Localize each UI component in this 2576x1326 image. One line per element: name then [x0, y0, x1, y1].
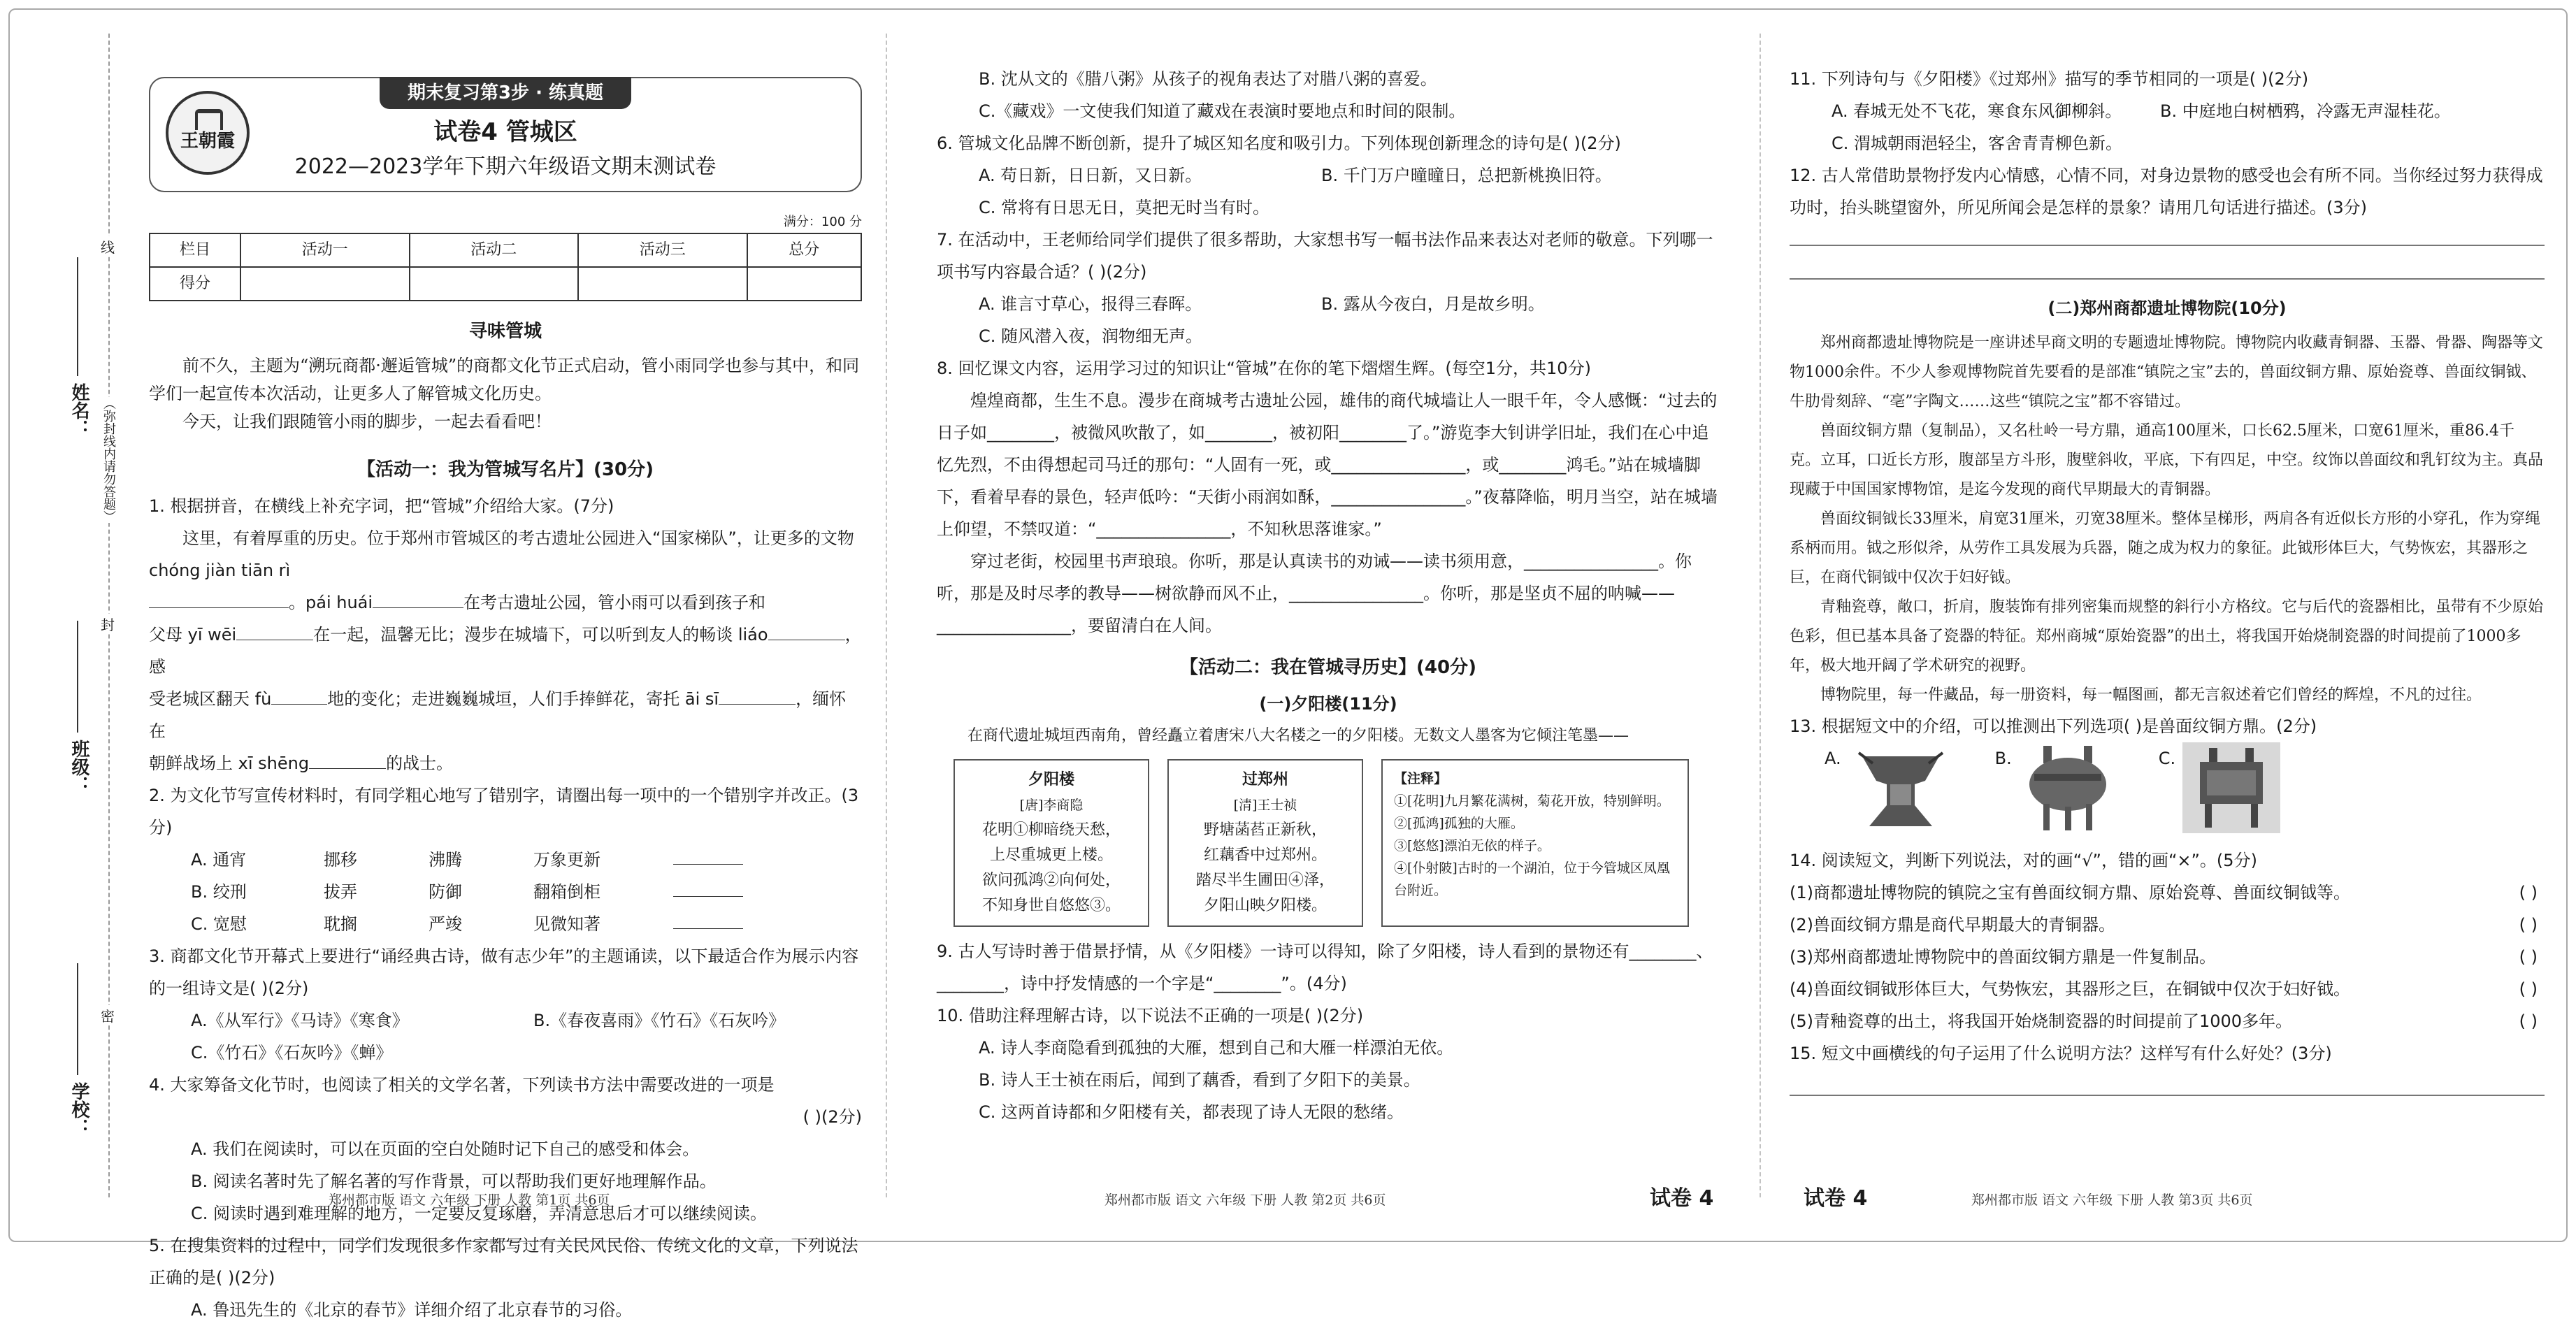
q4-stem: 4. 大家筹备文化节时，也阅读了相关的文学名著，下列读书方法中需要改进的一项是 — [149, 1075, 775, 1095]
q2-word: 沸腾 — [429, 850, 462, 870]
seal-char-feng: 封 — [101, 614, 115, 634]
q14-item-1 — [1790, 877, 2545, 909]
logo-text: 王朝霞 — [180, 131, 235, 152]
q14-statement: (1)商都遗址博物院的镇院之宝有兽面纹铜方鼎、原始瓷尊、兽面纹铜钺等。 — [1790, 883, 2350, 902]
q11-option-b[interactable]: B. 中庭地白树栖鸦，冷露无声湿桂花。 — [2160, 101, 2451, 121]
q14-statement: (3)郑州商都遗址博物院中的兽面纹铜方鼎是一件复制品。 — [1790, 947, 2216, 967]
poem-1-author: [唐]李商隐 — [1019, 798, 1084, 813]
review-banner: 期末复习第3步 · 练真题 — [380, 77, 631, 109]
poem-box-2 — [1167, 759, 1363, 927]
footer-page-3: 郑州都市版 语文 六年级 下册 人教 第3页 共6页 — [1971, 1192, 2253, 1208]
score-row-label: 得分 — [150, 267, 240, 301]
q13-label-b: B. — [1994, 749, 2012, 768]
answer-blank[interactable] — [673, 844, 743, 865]
q10-option-c[interactable]: C. 这两首诗都和夕阳楼有关，都表现了诗人无限的愁绪。 — [979, 1102, 1404, 1122]
answer-blank[interactable] — [673, 908, 743, 929]
bronze-wine-vessel-image — [1848, 742, 1953, 833]
poems-row — [937, 759, 1720, 927]
notes-box — [1381, 759, 1689, 927]
q1-text-3a: 父母 yī wēi — [149, 625, 237, 644]
q1-text-2a: 。pái huái — [289, 593, 373, 612]
score-cell[interactable] — [747, 267, 861, 301]
answer-line[interactable] — [1790, 1095, 2545, 1096]
answer-blank[interactable] — [309, 768, 386, 769]
museum-para-3: 兽面纹铜钺长33厘米，肩宽31厘米，刃宽38厘米。整体呈梯形，两肩各有近似长方形的小穿孔，作为穿绳系柄而用。钺之形似斧，从劳作工具发展为兵器，随之成为权力的象征。此钺形体巨大，气势恢宏，其器形之巨，在商代铜钺中仅次于妇好钺。 — [1790, 510, 2540, 586]
q2-word: 挪移 — [324, 850, 357, 870]
square-cauldron-image — [2182, 742, 2280, 833]
q3-option-a[interactable]: A.《从军行》《马诗》《寒食》 — [191, 1011, 409, 1030]
tf-mark[interactable]: ( ) — [2519, 1011, 2538, 1031]
q8-passage-1[interactable]: 煌煌商都，生生不息。漫步在商城考古遗址公园，雄伟的商代城墙让人一眼千年，令人感慨：“过去的日子如________，被微风吹散了，如________，被初阳________了。”游览李大钊讲学旧址，我们在心中追忆先烈，不由得想起司马迁的那句：“人固有一死，或________________，或________鸿毛。”站在城墙脚下，看着早春的景色，轻声低吟：“天街小雨润如酥，________________。”夜幕降临，明月当空，站在城墙上仰望，不禁叹道：“________________，不知秋思落谁家。” — [937, 391, 1718, 539]
q9-stem[interactable]: 9. 古人写诗时善于借景抒情，从《夕阳楼》一诗可以得知，除了夕阳楼，诗人看到的景物还有________、________，诗中抒发情感的一个字是“________”。(4分) — [937, 942, 1713, 993]
q2-word: 防御 — [429, 882, 462, 902]
q5-option-c[interactable]: C.《藏戏》一文使我们知道了藏戏在表演时要地点和时间的限制。 — [979, 101, 1466, 121]
poem-1-line: 不知身世自悠悠③。 — [981, 897, 1121, 914]
q5-stem: 5. 在搜集资料的过程中，同学们发现很多作家都写过有关民风民俗、传统文化的文章，下列说法正确的是( )(2分) — [149, 1236, 858, 1288]
exam-header — [149, 77, 862, 192]
q8-passage-2[interactable]: 穿过老街，校园里书声琅琅。你听，那是认真读书的劝诫——读书须用意，________________。你听，那是及时尽孝的教导——树欲静而风不止，________________。你听，那是坚贞不屈的呐喊——________________，要留清白在人间。 — [937, 552, 1692, 635]
score-cell[interactable] — [578, 267, 747, 301]
q1-text-3c: ，感 — [149, 625, 862, 677]
score-cell[interactable] — [410, 267, 579, 301]
q8-stem: 8. 回忆课文内容，运用学习过的知识让“管城”在你的笔下熠熠生辉。(每空1分，共10分) — [937, 359, 1591, 378]
score-col-0: 栏目 — [150, 233, 240, 267]
notes-title: 【注释】 — [1394, 771, 1448, 786]
q14-item-2 — [1790, 909, 2545, 941]
q6-option-c[interactable]: C. 常将有日思无日，莫把无时当有时。 — [979, 198, 1270, 217]
q7-option-c[interactable]: C. 随风潜入夜，润物细无声。 — [979, 326, 1203, 346]
round-tripod-cauldron-image — [2019, 742, 2117, 833]
q1-stem: 1. 根据拼音，在横线上补充字词，把“管城”介绍给大家。(7分) — [149, 496, 614, 516]
sub-section-1: (一)夕阳楼(11分) — [1259, 694, 1397, 714]
museum-para-5: 博物院里，每一件藏品，每一册资料，每一幅图画，都无言叙述着它们曾经的辉煌，不凡的过往。 — [1820, 686, 2482, 704]
q11-options — [1790, 95, 2545, 127]
q5-option-b[interactable]: B. 沈从文的《腊八粥》从孩子的视角表达了对腊八粥的喜爱。 — [979, 69, 1437, 89]
page-seam-1 — [886, 34, 887, 1197]
q4-option-a[interactable]: A. 我们在阅读时，可以在页面的空白处随时记下自己的感受和体会。 — [191, 1139, 700, 1159]
score-cell[interactable] — [240, 267, 410, 301]
page-1 — [149, 77, 862, 1326]
q14-statement: (5)青釉瓷尊的出土，将我国开始烧制瓷器的时间提前了1000多年。 — [1790, 1011, 2293, 1031]
seal-char-xian: 线 — [101, 236, 115, 257]
q7-option-a[interactable]: A. 谁言寸草心，报得三春晖。 — [979, 294, 1202, 314]
footer-page-1: 郑州都市版 语文 六年级 下册 人教 第1页 共6页 — [329, 1192, 610, 1208]
q1-line1 — [149, 522, 862, 586]
intro-para-1: 前不久，主题为“溯玩商都·邂逅管城”的商都文化节正式启动，管小雨同学也参与其中，和同学们一起宣传本次活动，让更多人了解管城文化历史。 — [149, 356, 860, 403]
q13-option-b[interactable] — [1995, 742, 2117, 840]
answer-blank[interactable] — [149, 607, 289, 608]
poem-1-line: 上尽重城更上楼。 — [989, 846, 1113, 864]
q13-label-c: C. — [2158, 749, 2176, 768]
tf-mark[interactable]: ( ) — [2519, 883, 2538, 902]
q1-line5 — [149, 747, 862, 779]
answer-line[interactable] — [1790, 245, 2545, 246]
q11-option-c[interactable]: C. 渭城朝雨浥轻尘，客舍青青柳色新。 — [1832, 134, 2123, 153]
q1-text-1: 这里，有着厚重的历史。位于郑州市管城区的考古遗址公园进入“国家梯队”，让更多的文物 chóng jiàn tiān rì — [149, 528, 854, 580]
poem-2-line: 野塘菡萏正新秋， — [1203, 821, 1327, 839]
museum-para-1: 郑州商都遗址博物院是一座讲述早商文明的专题遗址博物院。博物院内收藏青铜器、玉器、骨器、陶器等文物1000余件。不少人参观博物院首先要看的是部准“镇院之宝”去的，兽面纹铜方鼎、原始瓷尊、兽面纹铜钺、牛肋骨刻辞、“亳”字陶文……这些“镇院之宝”都不容错过。 — [1790, 334, 2544, 410]
q1-text-2b: 在考古遗址公园，管小雨可以看到孩子和 — [463, 593, 766, 612]
q14-statement: (2)兽面纹铜方鼎是商代早期最大的青铜器。 — [1790, 915, 2115, 935]
poem-2-author: [清]王士祯 — [1233, 798, 1297, 813]
q7-option-b[interactable]: B. 露从今夜白，月是故乡明。 — [1321, 294, 1545, 314]
q6-option-b[interactable]: B. 千门万户曈曈日，总把新桃换旧符。 — [1321, 166, 1612, 185]
q13-label-a: A. — [1825, 749, 1841, 768]
full-score: 满分：100 分 — [783, 215, 862, 229]
q2-word: 万象更新 — [533, 850, 600, 870]
q4-score: ( )(2分) — [803, 1107, 862, 1127]
score-table — [149, 233, 862, 301]
activity-2-title: 【活动二：我在管城寻历史】(40分) — [1180, 657, 1476, 678]
poem-2-line: 夕阳山映夕阳楼。 — [1203, 897, 1327, 914]
q14-statement: (4)兽面纹铜钺形体巨大，气势恢宏，其器形之巨，在铜钺中仅次于妇好钺。 — [1790, 979, 2350, 999]
note-item: ①[花明]九月繁花满树，菊花开放，特别鲜明。 — [1394, 793, 1670, 809]
q4-option-b[interactable]: B. 阅读名著时先了解名著的写作背景，可以帮助我们更好地理解作品。 — [191, 1172, 717, 1191]
q2-word: 耽搁 — [324, 914, 357, 934]
seal-notice: （弥封线内请勿答题） — [99, 397, 116, 523]
q15-stem: 15. 短文中画横线的句子运用了什么说明方法？这样写有什么好处？(3分) — [1790, 1044, 2332, 1063]
q7-stem: 7. 在活动中，王老师给同学们提供了很多帮助，大家想书写一幅书法作品来表达对老师的敬意。下列哪一项书写内容最合适？( )(2分) — [937, 230, 1713, 282]
answer-blank[interactable] — [719, 704, 796, 705]
poem-1-line: 欲问孤鸿②向何处， — [981, 872, 1121, 889]
q10-option-b[interactable]: B. 诗人王士祯在雨后，闻到了藕香，看到了夕阳下的美景。 — [979, 1070, 1420, 1090]
q1-line4 — [149, 683, 862, 747]
q2-row-b — [149, 876, 862, 908]
q4-option-c[interactable]: C. 阅读时遇到难理解的地方，一定要反复琢磨，弄清意思后才可以继续阅读。 — [191, 1204, 768, 1223]
q2-word: B. 绞刑 — [191, 882, 247, 902]
q2-stem: 2. 为文化节写宣传材料时，有同学粗心地写了错别字，请圈出每一项中的一个错别字并改正。(3分) — [149, 786, 859, 837]
poem-box-1 — [954, 759, 1149, 927]
q6-options — [937, 159, 1720, 192]
exam-subtitle: 2022—2023学年下期六年级语文期末测试卷 — [294, 154, 717, 179]
q2-row-a — [149, 844, 862, 876]
q14-item-4 — [1790, 973, 2545, 1005]
q13-option-a[interactable] — [1825, 742, 1953, 840]
school-label: 学校： — [69, 1082, 89, 1137]
class-label: 班级： — [69, 740, 89, 794]
q1-text-4c: ，缅怀在 — [149, 689, 847, 741]
page-seam-2 — [1760, 34, 1761, 1197]
page-3 — [1790, 63, 2545, 1096]
q14-item-3 — [1790, 941, 2545, 973]
section-title: 寻味管城 — [468, 321, 542, 342]
q13-stem: 13. 根据短文中的介绍，可以推测出下列选项( )是兽面纹铜方鼎。(2分) — [1790, 716, 2317, 736]
q1-text-5a: 朝鲜战场上 xī shēng — [149, 754, 310, 773]
seal-char-mi: 密 — [101, 1005, 115, 1025]
q2-word: C. 宽慰 — [191, 914, 247, 934]
tf-mark[interactable]: ( ) — [2519, 947, 2538, 967]
q2-word: 见微知著 — [533, 914, 600, 934]
score-col-4: 总分 — [747, 233, 861, 267]
binding-strip — [28, 34, 140, 1197]
q3-option-c[interactable]: C.《竹石》《石灰吟》《蝉》 — [191, 1043, 393, 1062]
q12-stem: 12. 古人常借助景物抒发内心情感，心情不同，对身边景物的感受也会有所不同。当你经过努力获得成功时，抬头眺望窗外，所见所闻会是怎样的景象？请用几句话进行描述。(3分) — [1790, 166, 2543, 217]
name-label: 姓名： — [69, 383, 89, 438]
score-col-1: 活动一 — [240, 233, 410, 267]
q3-options — [149, 1004, 862, 1037]
answer-blank[interactable] — [373, 607, 463, 608]
q2-row-c — [149, 908, 862, 940]
q2-word: 拔弄 — [324, 882, 357, 902]
poem-2-title: 过郑州 — [1242, 771, 1288, 788]
q2-word: A. 通宵 — [191, 850, 247, 870]
q7-options — [937, 288, 1720, 320]
score-col-2: 活动二 — [410, 233, 579, 267]
q14-stem: 14. 阅读短文，判断下列说法，对的画“√”，错的画“×”。(5分) — [1790, 851, 2257, 870]
q14-item-5 — [1790, 1005, 2545, 1037]
q11-stem: 11. 下列诗句与《夕阳楼》《过郑州》描写的季节相同的一项是( )(2分) — [1790, 69, 2309, 89]
q1-text-4a: 受老城区翻天 fù — [149, 689, 272, 709]
tf-mark[interactable]: ( ) — [2519, 915, 2538, 935]
q1-line3 — [149, 619, 862, 683]
q6-option-a[interactable]: A. 苟日新，日日新，又日新。 — [979, 166, 1202, 185]
page-2 — [937, 63, 1720, 1128]
q2-word: 翻箱倒柜 — [533, 882, 600, 902]
poem-2-line: 踏尽半生圃田④泽， — [1195, 872, 1334, 889]
q3-option-b[interactable]: B.《春夜喜雨》《竹石》《石灰吟》 — [533, 1011, 786, 1030]
poem-1-line: 花明①柳暗绕天愁， — [981, 821, 1121, 839]
note-item: ③[悠悠]漂泊无依的样子。 — [1394, 838, 1550, 853]
note-item: ④[仆射陂]古时的一个湖泊，位于今管城区凤凰台附近。 — [1394, 860, 1670, 898]
poem-intro: 在商代遗址城垣西南角，曾经矗立着唐宋八大名楼之一的夕阳楼。无数文人墨客为它倾注笔墨—— — [967, 727, 1629, 744]
museum-para-2: 兽面纹铜方鼎（复制品），又名杜岭一号方鼎，通高100厘米，口长62.5厘米，口宽61厘米，重86.4千克。立耳，口近长方形，腹部呈方斗形，腹壁斜收，平底，下有四足，中空。纹饰以兽面纹和乳钉纹为主。真品现藏于中国国家博物馆，是迄今发现的商代早期最大的青铜器。 — [1790, 422, 2544, 498]
q1-line2 — [149, 586, 862, 619]
q13-option-c[interactable] — [2159, 742, 2280, 840]
q1-text-3b: 在一起，温馨无比；漫步在城墙下，可以听到友人的畅谈 liáo — [313, 625, 768, 644]
q3-stem: 3. 商都文化节开幕式上要进行“诵经典古诗，做有志少年”的主题诵读，以下最适合作为展示内容的一组诗文是( )(2分) — [149, 946, 859, 998]
answer-blank[interactable] — [673, 876, 743, 897]
q2-word: 严竣 — [429, 914, 462, 934]
q10-option-a[interactable]: A. 诗人李商隐看到孤独的大雁，想到自己和大雁一样漂泊无依。 — [979, 1038, 1454, 1058]
tf-mark[interactable]: ( ) — [2519, 979, 2538, 999]
q1-text-4b: 地的变化；走进巍巍城垣，人们手捧鲜花，寄托 āi sī — [327, 689, 719, 709]
museum-para-4: 青釉瓷尊，敞口，折肩，腹装饰有排列密集而规整的斜行小方格纹。它与后代的瓷器相比，虽带有不少原始色彩，但已基本具备了瓷器的特征。郑州商城“原始瓷器”的出土，将我国开始烧制瓷器的时间提前了1000多年，极大地开阔了学术研究的视野。 — [1790, 598, 2544, 675]
answer-blank[interactable] — [271, 704, 327, 705]
q10-stem: 10. 借助注释理解古诗，以下说法不正确的一项是( )(2分) — [937, 1006, 1364, 1025]
note-item: ②[孤鸿]孤独的大雁。 — [1394, 816, 1524, 831]
poem-2-line: 红藕香中过郑州。 — [1203, 846, 1327, 864]
exam-tag-left: 试卷 4 — [1650, 1186, 1714, 1211]
q6-stem: 6. 管城文化品牌不断创新，提升了城区知名度和吸引力。下列体现创新理念的诗句是( )(2分) — [937, 134, 1621, 153]
exam-title: 试卷4 管城区 — [433, 118, 577, 146]
activity-1-title: 【活动一：我为管城写名片】(30分) — [357, 459, 654, 480]
q1-text-5b: 的战士。 — [386, 754, 454, 773]
intro-para-2: 今天，让我们跟随管小雨的脚步，一起去看看吧！ — [182, 412, 552, 431]
exam-tag-right: 试卷 4 — [1804, 1186, 1868, 1211]
answer-line[interactable] — [1790, 278, 2545, 280]
q13-options — [1790, 742, 2545, 840]
footer-page-2: 郑州都市版 语文 六年级 下册 人教 第2页 共6页 — [1104, 1192, 1386, 1208]
score-col-3: 活动三 — [578, 233, 747, 267]
poem-1-title: 夕阳楼 — [1028, 771, 1074, 788]
q5-option-a[interactable]: A. 鲁迅先生的《北京的春节》详细介绍了北京春节的习俗。 — [191, 1300, 633, 1320]
sub-section-2: (二)郑州商都遗址博物院(10分) — [2048, 298, 2287, 318]
q11-option-a[interactable]: A. 春城无处不飞花，寒食东风御柳斜。 — [1832, 101, 2122, 121]
